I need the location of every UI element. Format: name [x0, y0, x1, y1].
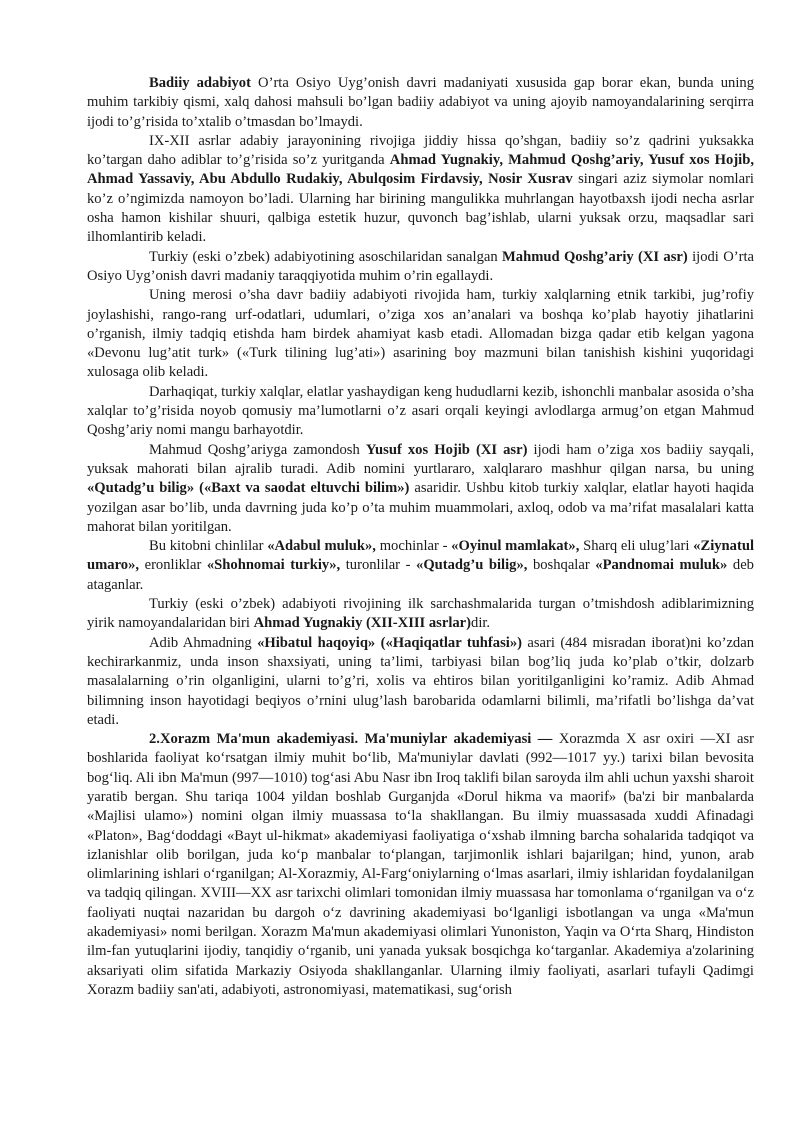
- bold-text: «Adabul muluk»,: [267, 538, 376, 555]
- bold-text: «Shohnomai turkiy»,: [206, 557, 341, 574]
- bold-text: Ahmad Yugnakiy, Mahmud Qoshg’ariy, Yusuf xos Hojib, Ahmad Yassaviy, Abu Abdullo Rudakiy, Abulqosim Firdavsiy, Nosir Xusrav: [87, 152, 754, 188]
- paragraph: [87, 730, 754, 1000]
- text-run: Xorazmda X asr oxiri —XI asr boshlarida faoliyat ko‘rsatgan ilmiy muhit bo‘lib, Ma'muniylar davlati (992—1017 yy.) tarixi bilan bevosita bog‘liq. Ali ibn Ma'mun (997—1010) tog‘asi Abu Nasr ibn Iroq taklifi bilan saroyda ilm ahli uchun yaxshi sharoit yaratib bergan. Shu tariqa 1004 yildan boshlab Gurganjda «Dorul hikma va maorif» (ba'zi bir manbalarda «Majlisi ulamo») nomini olgan ilmiy muassasa to‘la shakllangan. Bu ilmiy muassasada xuddi Afinadagi «Platon», Bag‘doddagi «Bayt ul-hikmat» akademiyasi faoliyatiga o‘xshab ilmning barcha sohalarida tadqiqot va izlanishlar olib borilgan, juda ko‘p manbalar to‘plangan, tarjimonlik ishlari bajarilgan; hind, yunon, arab olimlarining ishlari o‘rganilgan; Al-Xorazmiy, Al-Farg‘oniylarning o‘lmas asarlari, ilmiy ishlaridan foydalanilgan va tadqiq qilingan. XVIII—XX asr tarixchi olimlari tomonidan ilmiy muassasa har tomonlama o‘rganilgan va o‘z faoliyati nuqtai nazaridan bu dargoh o‘z davrining akademiyasi bo‘lganligi isbotlangan va unga «Ma'mun akademiyasi» nomi berilgan. Xorazm Ma'mun akademiyasi olimlari Yunoniston, Yaqin va O‘rta Sharq, Hindiston ilm-fan yutuqlarini ijodiy, tanqidiy o‘rganib, uni yanada yuksak bosqichga ko‘targanlar. Akademiya a'zolarining aksariyati olim sifatida Markaziy Osiyoda shakllanganlar. Ularning ilmiy faoliyati, asarlari tufayli Qadimgi Xorazm badiiy san'ati, adabiyoti, astronomiyasi, matematikasi, sug‘orish: [87, 731, 755, 998]
- bold-text: «Oyinul mamlakat»,: [451, 538, 580, 555]
- paragraph: [87, 248, 754, 287]
- bold-text: «Pandnomai muluk»: [595, 557, 728, 574]
- text-run: eronliklar: [139, 557, 207, 574]
- text-run: asaridir. Ushbu kitob turkiy xalqlar, elatlar hayoti haqida yozilgan asar bo’lib, unda davrning juda ko’p o’ta muhim muammolari, axloq, odob va ma’rifat masalalari katta mahorat bilan yoritilgan.: [87, 480, 754, 535]
- text-run: Uning merosi o’sha davr badiiy adabiyoti rivojida ham, turkiy xalqlarning etnik tarkibi, jug’rofiy joylashishi, rango-rang urf-odatlari, udumlari, o’ziga xos an’analari va boshqa ko’plab hayotiy jihatlarini o’rganish, ilmiy tadqiq etishda ham birdek ahamiyat kasb etadi. Allomadan bizga qadar etib kelgan yagona «Devonu lug’atit turk» («Turk tilining lug’ati») asarining boy mazmuni bilan tanishish kishini yuqoridagi xulosaga olib keladi.: [87, 287, 754, 381]
- bold-text: Ahmad Yugnakiy (XII-XIII asrlar): [253, 615, 472, 632]
- paragraph: [87, 132, 754, 248]
- bold-text: («Baxt va saodat eltuvchi bilim»): [199, 480, 410, 497]
- text-run: Turkiy (eski o’zbek) adabiyoti rivojining ilk sarchashmalarida turgan o’tmishdosh adiblarimizning yirik namoyandalaridan biri: [87, 596, 754, 632]
- text-run: Darhaqiqat, turkiy xalqlar, elatlar yashaydigan keng hududlarni kezib, ishonchli manbalar asosida o’sha xalqlar to’g’risida noyob qomusiy ma’lumotlarni o’z asari orqali keyingi avlodlarga armug’on etgan Mahmud Qoshg’ariy nomi mangu barhayotdir.: [87, 383, 754, 439]
- text-run: IX-XII asrlar adabiy jarayonining rivojiga jiddiy hissa qo’shgan, badiiy so’z qadrini yuksakka ko’targan daho adiblar to’g’risida so’z yuritganda: [87, 132, 754, 169]
- text-run: Bu kitobni chinlilar: [149, 538, 268, 555]
- bold-text: Badiiy adabiyot: [149, 75, 251, 91]
- paragraph: [87, 286, 754, 382]
- bold-text: «Hibatul haqoyiq» («Haqiqatlar tuhfasi»): [257, 634, 522, 651]
- bold-text: Yusuf xos Hojib (XI asr): [365, 441, 528, 458]
- text-run: mochinlar -: [375, 538, 452, 555]
- paragraph: [87, 441, 754, 537]
- bold-text: 2.Xorazm Ma'mun akademiyasi. Ma'muniylar akademiyasi —: [149, 731, 553, 748]
- text-run: asari (484 misradan iborat)ni ko’zdan kechirarkanmiz, unda inson shaxsiyati, uning ta’limi, tarbiyasi bilan bog’liq juda ko’plab o’tkir, dolzarb masalalarning o’rin olganligini, ularni to’g’ri, xolis va ehtiros bilan yoritilganligini ko’ramiz. Adib Ahmad bilimning inson hayotidagi beqiyos o’rnini ulug’lash barobarida odamlarni bilimli, ma’rifatli bo’lishga da’vat etadi.: [87, 634, 755, 728]
- text-run: boshqalar: [527, 557, 596, 574]
- text-run: Mahmud Qoshg’ariyga zamondosh: [149, 441, 366, 458]
- text-run: ijodi ham o’ziga xos badiiy sayqali, yuksak mahorati bilan ajralib turadi. Adib nomini yurtlararo, xalqlararo mashhur qilgan narsa, bu uning: [87, 441, 754, 477]
- text-run: dir.: [471, 615, 491, 632]
- paragraph: [87, 74, 754, 132]
- paragraph: [87, 634, 754, 730]
- text-run: Turkiy (eski o’zbek) adabiyotining asoschilaridan sanalgan: [149, 248, 503, 265]
- paragraph: [87, 595, 754, 634]
- paragraph: [87, 383, 754, 441]
- text-run: singari aziz siymolar nomlari ko’z o’ngimizda namoyon bo’ladi. Ularning har birining mangulikka muhrlangan hayotbaxsh ijodi necha asrlar osha hamon kishilar shuuri, qalbiga estetik huzur, quvonch bag’ishlab, ularni yuksak orzu, maqsadlar sari ilhomlantirib keladi.: [87, 171, 754, 246]
- bold-text: Mahmud Qoshg’ariy (XI asr): [502, 248, 688, 265]
- text-run: deb ataganlar.: [87, 557, 754, 593]
- text-run: O’rta Osiyo Uyg’onish davri madaniyati xususida gap borar ekan, bunda uning muhim tarkibiy qismi, xalq dahosi mahsuli bo’lgan badiiy adabiyot va uning ajoyib namoyandalarining serqirra ijodi to’g’risida to’xtalib o’tmasdan bo’lmaydi.: [87, 75, 754, 130]
- paragraph: [87, 537, 754, 595]
- bold-text: «Qutadg’u bilig»: [87, 480, 195, 497]
- text-run: Sharq eli ulug’lari: [579, 538, 694, 555]
- text-run: turonlilar -: [340, 557, 417, 574]
- text-run: Adib Ahmadning: [149, 634, 258, 651]
- bold-text: «Qutadg’u bilig»,: [416, 557, 528, 574]
- bold-text: «Ziynatul umaro»,: [87, 538, 754, 574]
- text-run: ijodi O’rta Osiyo Uyg’onish davri madaniy taraqqiyotida muhim o’rin egallaydi.: [87, 248, 754, 284]
- document-body: [87, 74, 754, 1000]
